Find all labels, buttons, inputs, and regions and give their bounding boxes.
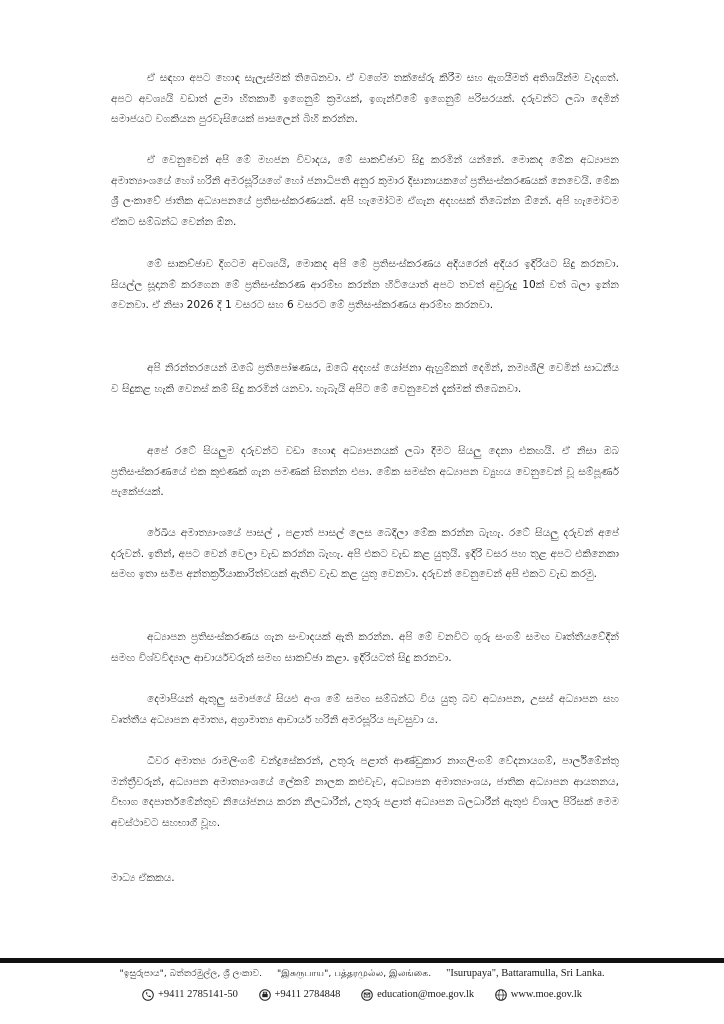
paragraph-2: ඒ වෙනුවෙන් අපි මේ මහජන විවාදය, මේ සාකච්ඡාව සිදු කරමින් යන්නේ. මොකද මේක අධ්‍යාපන අමාත්‍යාංශයේ හෝ හරිනි අමරසූරියගේ හෝ ජනාධිපති අනුර කුමාර දිසානායකගේ ප්‍රතිසංස්කරණයක් නෙවෙයි. මේක ශ්‍රී ලංකාවේ ජාතික අධ්‍යාපනයේ ප්‍රතිසංස්කරණයක්. අපි හැමෝටම ඒගැන අදහසක් තිබෙන්න ඕනේ. අපි හැමෝටම ඒකට සම්බන්ධ වෙන්න ඕන.: [111, 154, 619, 228]
fax-icon: [259, 989, 271, 1001]
web-icon: [495, 989, 507, 1001]
website-link[interactable]: www.moe.gov.lk: [510, 989, 583, 1000]
contact-fax: [259, 986, 341, 1004]
address-sinhala: "ඉසුරුපාය", බත්තරමුල්ල, ශ්‍රී ලංකාව.: [119, 968, 263, 979]
address-tamil: "இசுருபாய", பத்தரமுல்ல, இலங்கை.: [276, 968, 432, 979]
paragraph-5: අපේ රටේ සියලුම දරුවන්ට වඩා හොඳ අධ්‍යාපනයක් ලබා දීමට සියලු දෙනා එකඟයි. ඒ නිසා ඔබ ප්‍රතිසංස්කරණයේ එක කුළුණක් ගැන පමණක් සිතන්න එපා. මේක සමස්ත අධ්‍යාපන ව්‍යුහය වෙනුවෙන් වූ සම්පූර්ණ පැකේජයක්.: [111, 445, 619, 498]
fax-number: +9411 2784848: [274, 989, 341, 1000]
paragraph-1: ඒ සඳහා අපට හොඳ සැලැස්මක් තිබෙනවා. ඒ වගේම තක්සේරු කිරීම සහ ඇගයීමත් අතිශයින්ම වැදගත්. අපට අවශ්‍යයි වඩාත් ළමා හිතකාමී ඉගෙනුම් ක්‍රමයක්, ඉගැන්වීමේ ඉගෙනුම් පරිසරයක්. දරුවන්ට ලබා දෙමින් සමාජයට වගකියන පුරවැසියෙක් පාසලෙන් බිහි කරන්න.: [111, 72, 619, 125]
footer-contacts: [0, 986, 724, 1008]
paragraph-4: අපි නිරන්තරයෙන් ඔබේ ප්‍රතිපෝෂණය, ඔබේ අදහස් යෝජනා ඇහුම්කන් දෙමින්, නම්‍යශීලි වෙමින් සාධනීය ව සිදුකළ හැකි වෙනස් කම් සිදු කරමින් යනවා. හැබැයි අපිට මේ වෙනුවෙන් දැක්මක් තිබෙනවා.: [111, 362, 619, 395]
contact-phone: [142, 986, 238, 1004]
email-link[interactable]: education@moe.gov.lk: [377, 989, 475, 1000]
paragraph-7: අධ්‍යාපන ප්‍රතිසංස්කරණය ගැන සංවාදයක් ඇති කරන්න. අපි මේ වනවිට ගුරු සංගම් සමඟ වෘත්තීයවේදීන් සමඟ විශ්වවිද්‍යාල ආචාර්යවරුන් සමඟ සාකච්ඡා කළා. ඉදිරියටත් සිදු කරනවා.: [111, 631, 619, 664]
signoff: මාධ්‍ය ඒකකය.: [111, 872, 175, 884]
address-english: "Isurupaya", Battaramulla, Sri Lanka.: [446, 968, 605, 979]
paragraph-3: මේ සාකච්ඡාව දිගටම අවශ්‍යයි, මොකද අපි මේ ප්‍රතිසංස්කරණය අදියරෙන් අදියර ඉදිරියට සිදු කරනවා. සියල්ල සූදානම් කරගෙන මේ ප්‍රතිසංස්කරණ ආරම්භ කරන්න හිටියොත් අපට තවත් අවුරුදු 10ක් වත් බලා ඉන්න වෙනවා. ඒ නිසා 2026 දී 1 වසරට සහ 6 වසරට මේ ප්‍රතිසංස්කරණය ආරම්භ කරනවා.: [111, 258, 619, 311]
contact-email[interactable]: [361, 986, 474, 1004]
email-icon: [361, 989, 373, 1001]
phone-number: +9411 2785141-50: [157, 989, 238, 1000]
paragraph-6: රේඛීය අමාත්‍යාංශයේ පාසල් , පළාත් පාසල් ලෙස බෙදිලා මේක කරන්න බැහැ. රටේ සියලු දරුවන් අපේ දරුවන්. ඉතින්, අපට වෙන් වෙලා වැඩ කරන්න බැහැ. අපි එකට වැඩ කළ යුතුයි. ඉදිරි වසර පහ තුළ අපට එකිනෙකා සමඟ ඉතා සමීප අන්තර්ක්‍රියාකාරිත්වයක් ඇතිව වැඩ කළ යුතු වෙනවා. දරුවන් වෙනුවෙන් අපි එකට වැඩ කරමු.: [111, 527, 619, 580]
contact-website[interactable]: [495, 986, 582, 1004]
footer-divider: [0, 958, 724, 963]
footer-address: [0, 966, 724, 982]
paragraph-8: දෙමාපියන් ඇතුලු සමාජයේ සියළු අංශ මේ සමඟ සම්බන්ධ විය යුතු බව අධ්‍යාපන, උසස් අධ්‍යාපන සහ වෘත්තීය අධ්‍යාපන අමාත්‍ය, අග්‍රාමාත්‍ය ආචාර්ය හරිනි අමරසූරිය පැවසුවා ය.: [111, 693, 619, 726]
paragraph-9: ධීවර අමාත්‍ය රාමලිංගම් චන්ද්‍රසේකරන්, උතුරු පළාත් ආණ්ඩුකාර නාගලිංගම් වේදනායගම්, පාර්ලිමේන්තු මන්ත්‍රීවරුන්, අධ්‍යාපන අමාත්‍යාංශයේ ලේකම් නාලක කළුවැව, අධ්‍යාපන අමාත්‍යාංශය, ජාතික අධ්‍යාපන ආයතනය, විභාග දෙපාර්තමේන්තුව නියෝජනය කරන නිලධාරීන්, උතුරු පළාත් අධ්‍යාපන බලධාරීන් ඇතුළු විශාල පිරිසක් මෙම අවස්ථාවට සහභාගී වූහ.: [111, 755, 619, 829]
phone-icon: [142, 989, 154, 1001]
